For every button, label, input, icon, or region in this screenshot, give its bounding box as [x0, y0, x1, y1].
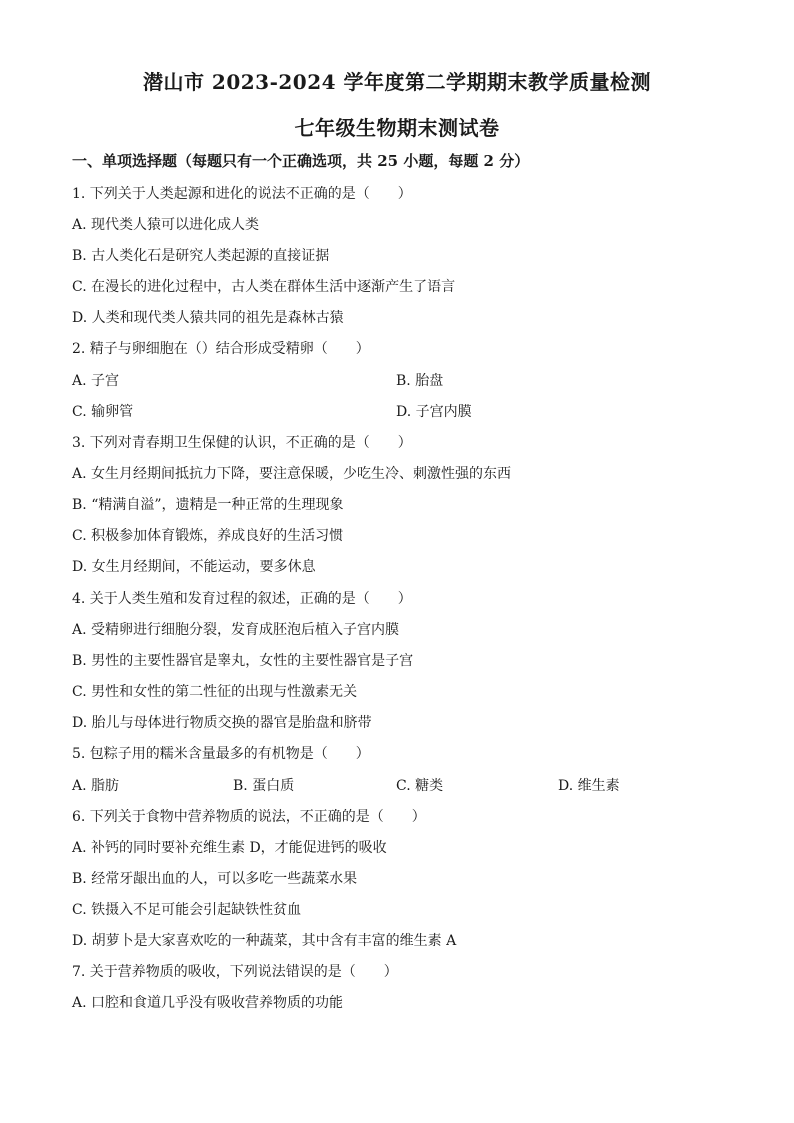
question-option: B. 男性的主要性器官是睾丸，女性的主要性器官是子宫	[72, 653, 414, 669]
question-stem: 1. 下列关于人类起源和进化的说法不正确的是（ ）	[72, 186, 412, 202]
question-option: D. 胎儿与母体进行物质交换的器官是胎盘和脐带	[72, 715, 372, 731]
question-option: C. 铁摄入不足可能会引起缺铁性贫血	[72, 902, 302, 918]
question-option: D. 人类和现代类人猿共同的祖先是森林古猿	[72, 310, 344, 326]
question-stem: 5. 包粽子用的糯米含量最多的有机物是（ ）	[72, 746, 370, 762]
question-option: B. 蛋白质	[233, 778, 295, 794]
question-stem: 2. 精子与卵细胞在（）结合形成受精卵（ ）	[72, 341, 370, 357]
question-option: C. 输卵管	[72, 404, 134, 420]
question-stem: 7. 关于营养物质的吸收，下列说法错误的是（ ）	[72, 964, 398, 980]
section-heading: 一、单项选择题（每题只有一个正确选项，共 25 小题，每题 2 分）	[72, 152, 530, 170]
question-option: C. 在漫长的进化过程中，古人类在群体生活中逐渐产生了语言	[72, 279, 456, 295]
question-option: B. “精满自溢”，遗精是一种正常的生理现象	[72, 497, 344, 513]
question-option: A. 补钙的同时要补充维生素 D，才能促进钙的吸收	[72, 840, 387, 856]
question-option: A. 现代类人猿可以进化成人类	[72, 217, 260, 233]
question-option: A. 受精卵进行细胞分裂，发育成胚泡后植入子宫内膜	[72, 622, 400, 638]
question-option: A. 女生月经期间抵抗力下降，要注意保暖，少吃生冷、刺激性强的东西	[72, 466, 512, 482]
question-option: A. 脂肪	[72, 778, 120, 794]
question-option: C. 糖类	[396, 778, 444, 794]
question-option: D. 女生月经期间，不能运动，要多休息	[72, 559, 316, 575]
question-option: D. 胡萝卜是大家喜欢吃的一种蔬菜，其中含有丰富的维生素 A	[72, 933, 457, 949]
question-option: A. 口腔和食道几乎没有吸收营养物质的功能	[72, 995, 344, 1011]
question-stem: 4. 关于人类生殖和发育过程的叙述，正确的是（ ）	[72, 591, 412, 607]
question-option: C. 积极参加体育锻炼，养成良好的生活习惯	[72, 528, 344, 544]
question-stem: 3. 下列对青春期卫生保健的认识，不正确的是（ ）	[72, 435, 412, 451]
question-option: C. 男性和女性的第二性征的出现与性激素无关	[72, 684, 358, 700]
exam-title: 潜山市 2023-2024 学年度第二学期期末教学质量检测	[142, 70, 652, 94]
question-option: D. 维生素	[558, 778, 620, 794]
question-option: B. 经常牙龈出血的人，可以多吃一些蔬菜水果	[72, 871, 358, 887]
question-option: B. 古人类化石是研究人类起源的直接证据	[72, 248, 330, 264]
question-stem: 6. 下列关于食物中营养物质的说法，不正确的是（ ）	[72, 809, 426, 825]
exam-subtitle: 七年级生物期末测试卷	[294, 116, 500, 140]
question-option: A. 子宫	[72, 373, 120, 389]
question-option: B. 胎盘	[396, 373, 444, 389]
question-option: D. 子宫内膜	[396, 404, 472, 420]
